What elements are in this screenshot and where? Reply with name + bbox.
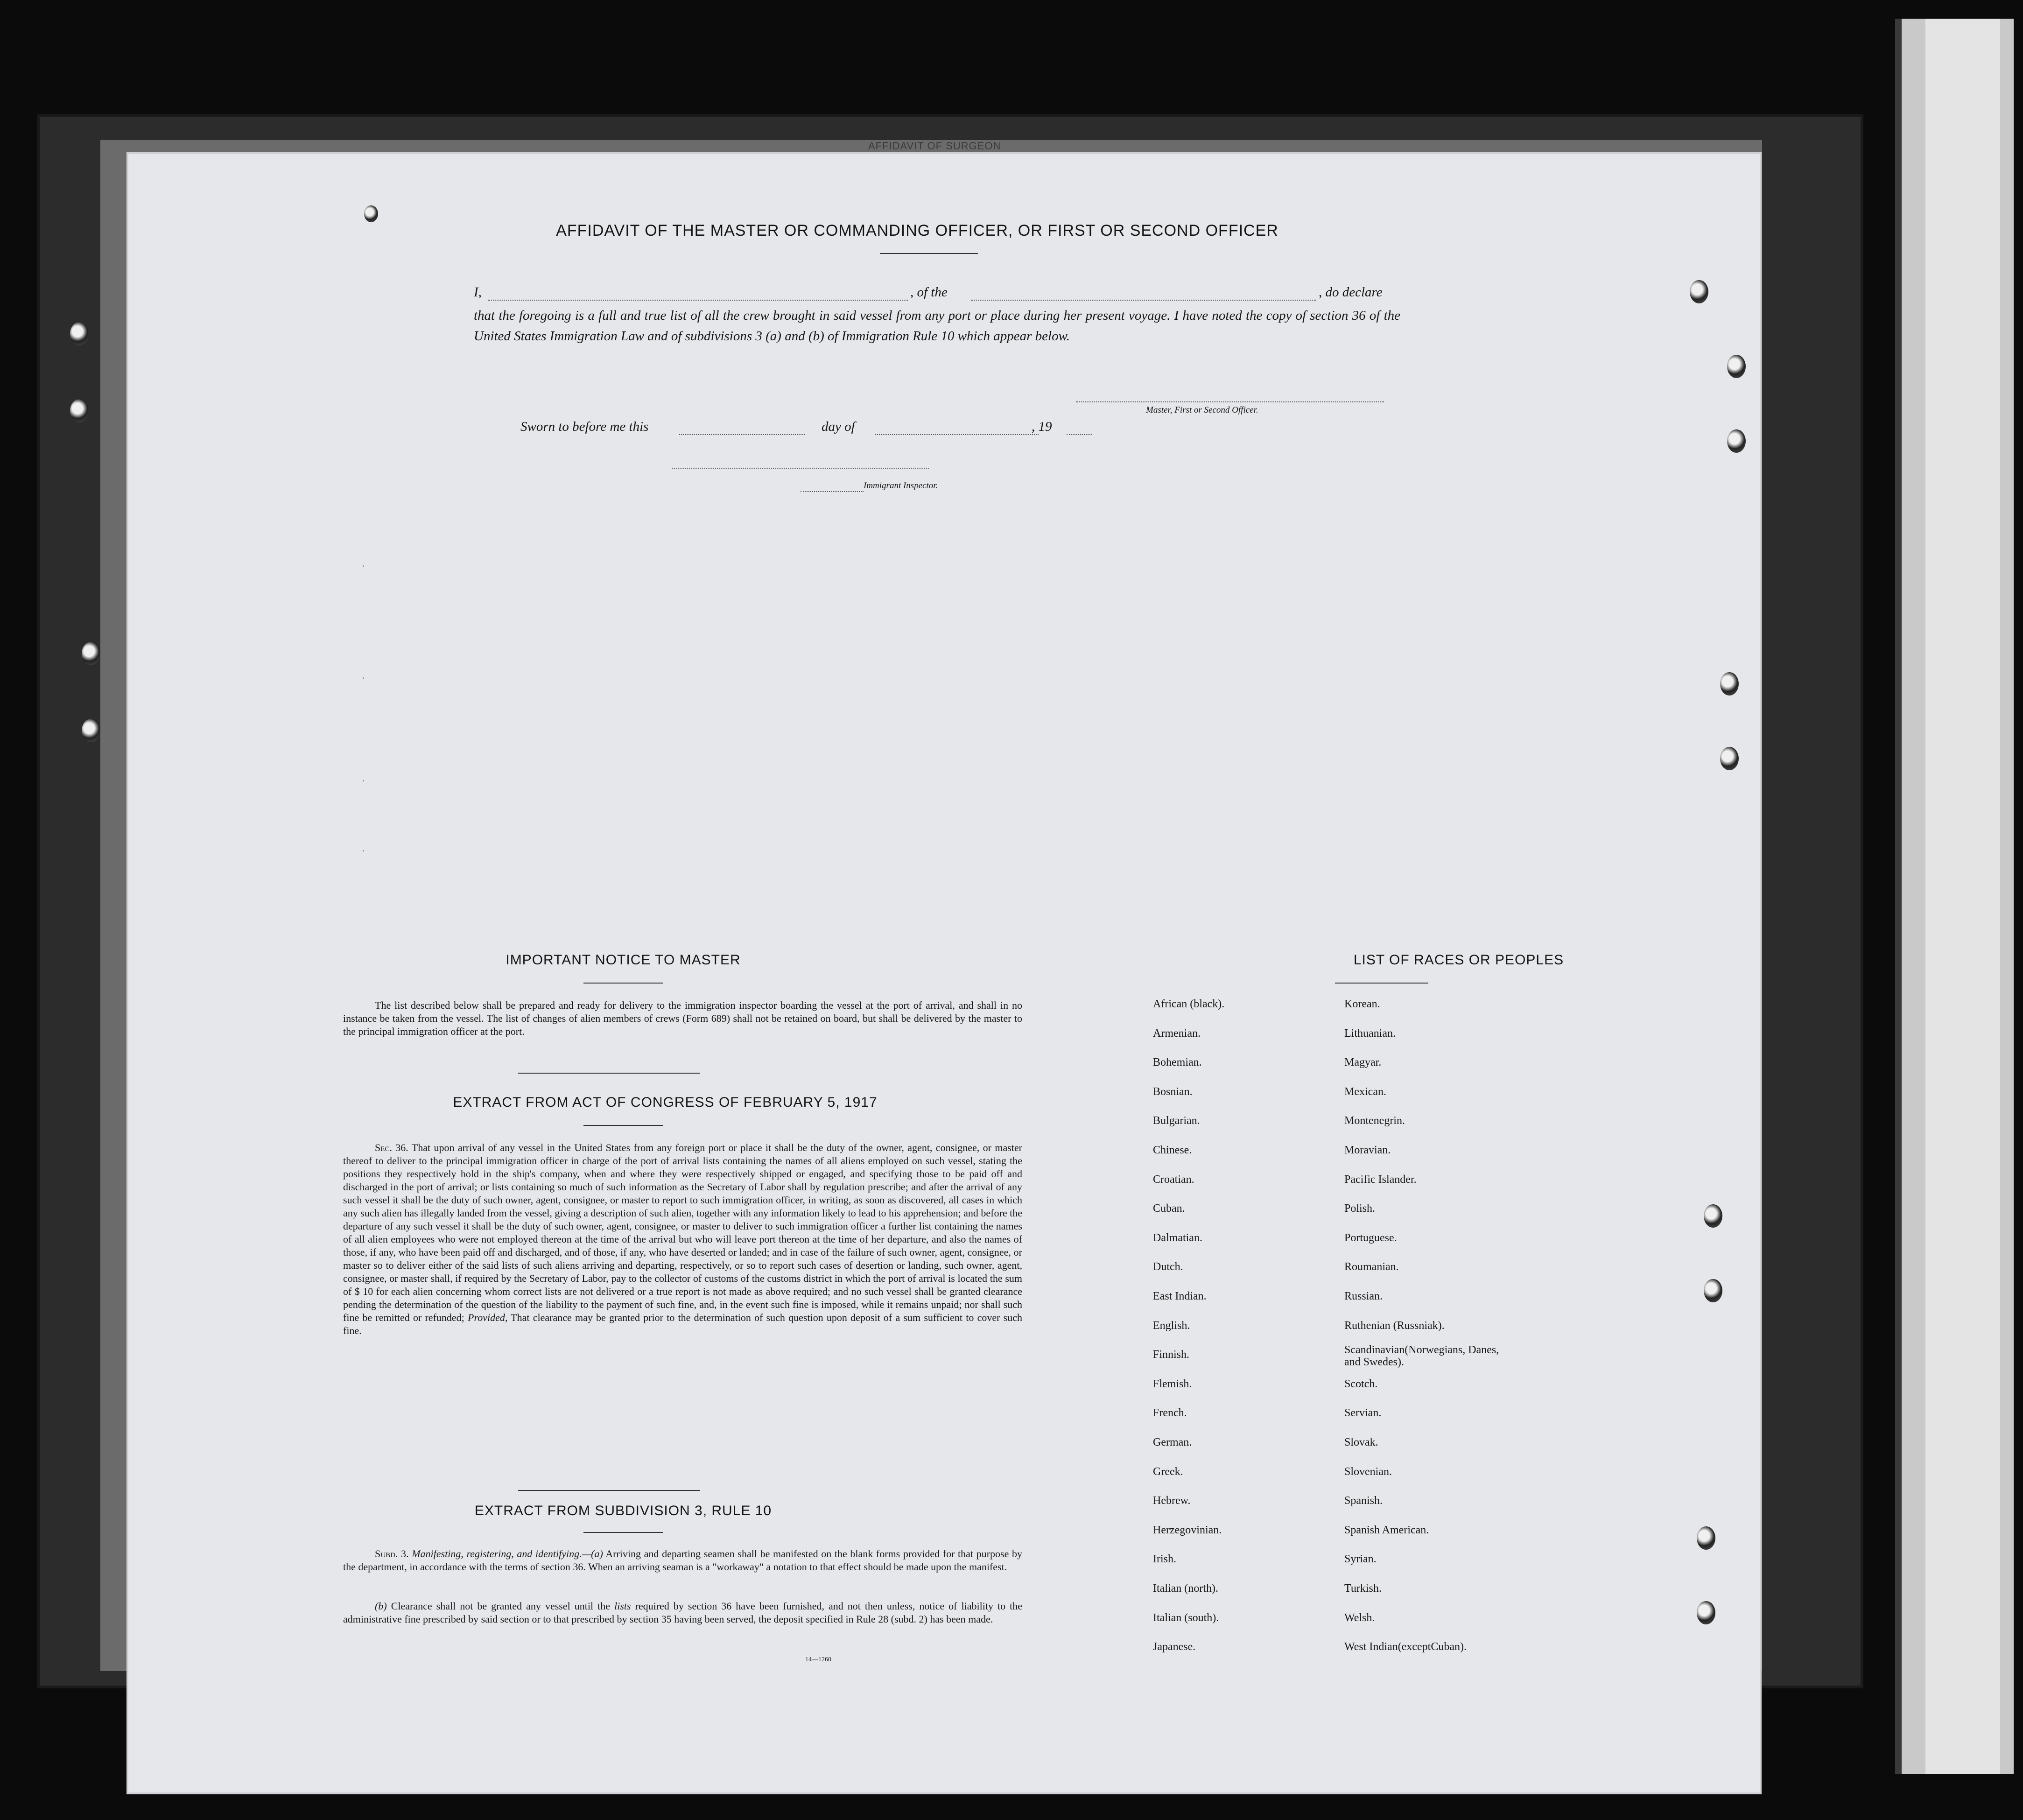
race-item: Moravian. [1344,1144,1391,1156]
race-item: French. [1153,1407,1187,1419]
race-item: Chinese. [1153,1144,1192,1156]
race-item: Herzegovinian. [1153,1524,1222,1536]
sworn-year: , 19 [1032,419,1052,434]
race-item: Pacific Islander. [1344,1173,1417,1186]
vessel-fill-line [971,300,1316,301]
race-item: Slovak. [1344,1436,1378,1448]
punch-hole [364,205,378,222]
rule-para-b-pre: Clearance shall not be granted any vessel until the [391,1600,610,1612]
act-title: EXTRACT FROM ACT OF CONGRESS OF FEBRUARY 5, 1917 [453,1095,878,1110]
race-item: Welsh. [1344,1611,1375,1624]
punch-hole [1727,355,1746,378]
affidavit-title: AFFIDAVIT OF THE MASTER OR COMMANDING OFFICER, OR FIRST OR SECOND OFFICER [556,222,1278,239]
race-item: Croatian. [1153,1173,1194,1186]
race-item: English. [1153,1319,1190,1332]
punch-hole [1704,1204,1722,1228]
form-number: 14—1260 [805,1656,831,1663]
binding-hole [82,642,100,665]
binding-hole [70,322,89,345]
race-item: Bosnian. [1153,1085,1193,1098]
race-item: Slovenian. [1344,1465,1392,1478]
race-item: Turkish. [1344,1582,1382,1595]
signature-caption: Master, First or Second Officer. [1146,405,1258,415]
act-proviso-word: Provided, [468,1312,508,1323]
inspector-signature-line [672,468,929,469]
rule-para-b-post: required by section 36 have been furnished, and not then unless, notice of liability to the administrative fine prescribed by said section or to that prescribed by section 35 having been served, the deposit specified in Rule 28 (subd. 2) has been made. [343,1600,1022,1625]
punch-hole [1697,1526,1715,1550]
act-section-label: Sec. 36. [375,1142,408,1153]
race-item: Japanese. [1153,1641,1196,1653]
race-item: Scandinavian(Norwegians, Danes, and Swedes). [1344,1344,1499,1369]
race-item: Magyar. [1344,1056,1382,1069]
bleed-through-mark: · [362,775,365,787]
rule-title-rule [583,1532,663,1533]
notice-divider [518,1073,700,1074]
race-item: Bohemian. [1153,1056,1202,1069]
rule-title: EXTRACT FROM SUBDIVISION 3, RULE 10 [474,1503,772,1518]
act-rule [583,1125,663,1126]
binding-strip-paper [1925,19,2000,1774]
rule-para-b [343,1600,1022,1626]
race-item: Russian. [1344,1290,1383,1302]
notice-title: IMPORTANT NOTICE TO MASTER [506,952,741,968]
race-item: Mexican. [1344,1085,1386,1098]
binding-hole [82,719,100,742]
month-fill-line [875,434,1039,435]
race-item: Portuguese. [1344,1231,1397,1244]
day-fill-line [679,434,805,435]
back-sheet-caption: AFFIDAVIT OF SURGEON [868,140,1001,152]
punch-hole [1720,747,1739,770]
race-item: Flemish. [1153,1377,1192,1390]
race-item: Montenegrin. [1344,1115,1405,1127]
punch-hole [1690,280,1708,303]
race-item: Roumanian. [1344,1261,1399,1273]
race-item: German. [1153,1436,1192,1448]
title-rule [880,253,978,254]
race-item: Servian. [1344,1407,1382,1419]
race-item: Scotch. [1344,1377,1378,1390]
race-item: Hebrew. [1153,1495,1191,1507]
rule-subd-heading: Manifesting, registering, and identifying.—(a) [412,1548,603,1560]
race-item: Spanish American. [1344,1524,1429,1536]
act-proviso-text: That clearance may be granted prior to the determination of such question upon deposit of a sum sufficient to cover such fine. [343,1312,1022,1336]
race-item: Lithuanian. [1344,1027,1396,1040]
rule-para-b-lists: lists [614,1600,631,1612]
affidavit-of-the: , of the [910,285,948,300]
act-body-text: That upon arrival of any vessel in the United States from any foreign port or place it shall be the duty of the owner, agent, consignee, or master thereof to deliver to the principal immigration officer in charge of the port of arrival lists containing the names of all aliens employed on such vessel, stating the positions they respectively hold in the ship's company, when and where they were respectively shipped or engaged, and specifying those to be paid off and discharged in the port of arrival; or lists containing so much of such information as the Secretary of Labor shall by regulation prescribe; and after the arrival of any such vessel it shall be the duty of such owner, agent, consignee, or master to report to such immigration officer, in writing, as soon as discovered, all cases in which any such alien has illegally landed from the vessel, giving a description of such alien, together with any information likely to lead to his apprehension; and before the departure of any such vessel it shall be the duty of such owner, agent, consignee, or master to deliver to such immigration officer a further list containing the names of all alien employees who were not employed thereon at the time of the arrival but who will leave port thereon at the time of her departure, and also the names of those, if any, who have been paid off and discharged, and of those, if any, who have deserted or landed; and in case of the failure of such owner, agent, consignee, or master so to deliver either of the said lists of such aliens arriving and departing, respectively, or so to report such cases of desertion or landing, such owner, agent, consignee, or master shall, if required by the Secretary of Labor, pay to the collector of customs of the customs district in which the port of arrival is located the sum of $ 10 for each alien concerning whom correct lists are not delivered or a true report is not made as above required; and no such vessel shall be granted clearance pending the determination of the question of the liability to the payment of such fine, and, in the event such fine is imposed, while it remains unpaid; nor shall such fine be remitted or refunded; [343,1142,1022,1323]
punch-hole [1704,1279,1722,1302]
document-page [128,154,1760,1792]
race-item: Ruthenian (Russniak). [1344,1319,1445,1332]
race-item: Finnish. [1153,1349,1190,1361]
affidavit-body: that the foregoing is a full and true list of all the crew brought in said vessel from any port or place during her present voyage. I have noted the copy of section 36 of the United States Immigration Law and of subdivisions 3 (a) and (b) of Immigration Rule 10 which appear below. [474,308,1400,344]
races-rule [1335,983,1428,984]
rule-para-a-text: Arriving and departing seamen shall be manifested on the blank forms provided for that purpose by the department, in accordance with the terms of section 36. When an arriving seaman is a "workaway" a notation to that effect should be made upon the manifest. [343,1548,1022,1573]
punch-hole [1727,429,1746,453]
sworn-day-of: day of [822,419,855,434]
race-item: Greek. [1153,1465,1183,1478]
inspector-caption: Immigrant Inspector. [864,481,938,491]
rule-subd-label: Subd. 3. [375,1548,409,1560]
bleed-through-mark: · [362,845,365,857]
notice-body: The list described below shall be prepared and ready for delivery to the immigration inspector boarding the vessel at the port of arrival, and shall in no instance be taken from the vessel. The list of changes of alien members of crews (Form 689) shall not be retained on board, but shall be delivered by the master to the principal immigration officer at the port. [343,999,1022,1037]
race-item: Dalmatian. [1153,1231,1202,1244]
race-item: East Indian. [1153,1290,1207,1302]
race-item: Italian (south). [1153,1611,1219,1624]
bleed-through-mark: · [362,560,365,572]
act-body [343,1141,1022,1337]
race-item: Italian (north). [1153,1582,1218,1595]
affidavit-i: I, [474,285,482,300]
notice-rule [583,983,663,984]
bleed-through-mark: · [362,672,365,684]
races-title: LIST OF RACES OR PEOPLES [1353,952,1564,968]
race-item: West Indian(exceptCuban). [1344,1641,1467,1653]
race-item: Korean. [1344,998,1380,1010]
punch-hole [1697,1601,1715,1624]
act-divider [518,1490,700,1491]
rule-para-a [343,1547,1022,1574]
affidavit-do-declare: , do declare [1319,285,1383,300]
race-item: Bulgarian. [1153,1115,1200,1127]
signature-line [1076,401,1384,402]
race-item: Polish. [1344,1202,1376,1215]
race-item: Cuban. [1153,1202,1185,1215]
inspector-lead-line [801,491,864,492]
punch-hole [1720,672,1739,696]
name-fill-line [488,300,908,301]
race-item: African (black). [1153,998,1225,1010]
binding-hole [70,399,89,422]
race-item: Armenian. [1153,1027,1201,1040]
race-item: Spanish. [1344,1495,1383,1507]
affidavit-line1 [474,285,1519,305]
rule-para-b-label: (b) [375,1600,387,1612]
race-item: Syrian. [1344,1553,1377,1566]
race-item: Dutch. [1153,1261,1183,1273]
race-item: Irish. [1153,1553,1176,1566]
sworn-prefix: Sworn to before me this [520,419,649,434]
year-fill-line [1067,434,1092,435]
